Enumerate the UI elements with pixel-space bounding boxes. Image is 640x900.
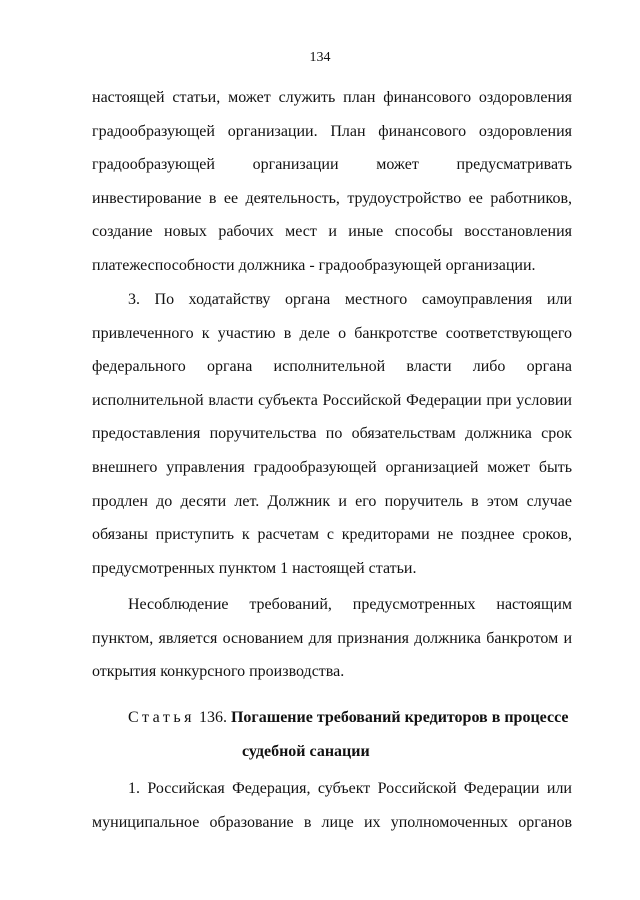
text-line: исполнительной власти субъекта Российской Федерации при условии — [92, 391, 572, 409]
paragraph-1 — [92, 88, 572, 290]
article-heading — [92, 708, 572, 775]
text-line: муниципальное образование в лице их уполномоченных органов — [92, 813, 572, 831]
text-line: платежеспособности должника - градообразующей организации. — [92, 256, 536, 274]
text-line: продлен до десяти лет. Должник и его поручитель в этом случае — [92, 492, 572, 510]
text-line: 3. По ходатайству органа местного самоуправления или — [128, 291, 572, 308]
article-label: Статья — [128, 709, 195, 726]
text-line: градообразующей организации может предусматривать — [92, 156, 572, 174]
text-line: внешнего управления градообразующей организацией может быть — [92, 458, 572, 476]
page-number: 134 — [309, 50, 331, 65]
text-line: настоящей статьи, может служить план финансового оздоровления — [92, 89, 572, 106]
text-line: обязаны приступить к расчетам с кредиторами не позднее сроков, — [92, 526, 572, 544]
article-title: Погашение требований кредиторов в процессе — [230, 709, 569, 726]
text-line: создание новых рабочих мест и иные способы восстановления — [92, 223, 572, 241]
paragraph-2 — [92, 290, 572, 592]
text-line: инвестирование в ее деятельность, трудоустройство ее работников, — [92, 189, 572, 207]
text-line: пунктом, является основанием для признания должника банкротом и — [92, 629, 572, 647]
article-title-continuation: судебной санации — [242, 742, 370, 760]
text-line: предоставления поручительства по обязательствам должника срок — [92, 425, 572, 443]
paragraph-3 — [92, 595, 572, 696]
text-line: открытия конкурсного производства. — [92, 663, 345, 681]
text-line: федерального органа исполнительной власти либо органа — [92, 358, 572, 376]
text-line: Несоблюдение требований, предусмотренных настоящим — [128, 596, 572, 613]
text-line: привлеченного к участию в деле о банкротстве соответствующего — [92, 324, 572, 342]
text-line: 1. Российская Федерация, субъект Российской Федерации или — [128, 780, 572, 797]
article-number: 136. — [198, 709, 227, 726]
article-heading-line — [92, 708, 572, 742]
text-line: предусмотренных пунктом 1 настоящей статьи. — [92, 559, 417, 577]
text-line: градообразующей организации. План финансового оздоровления — [92, 122, 572, 140]
paragraph-4 — [92, 779, 572, 846]
